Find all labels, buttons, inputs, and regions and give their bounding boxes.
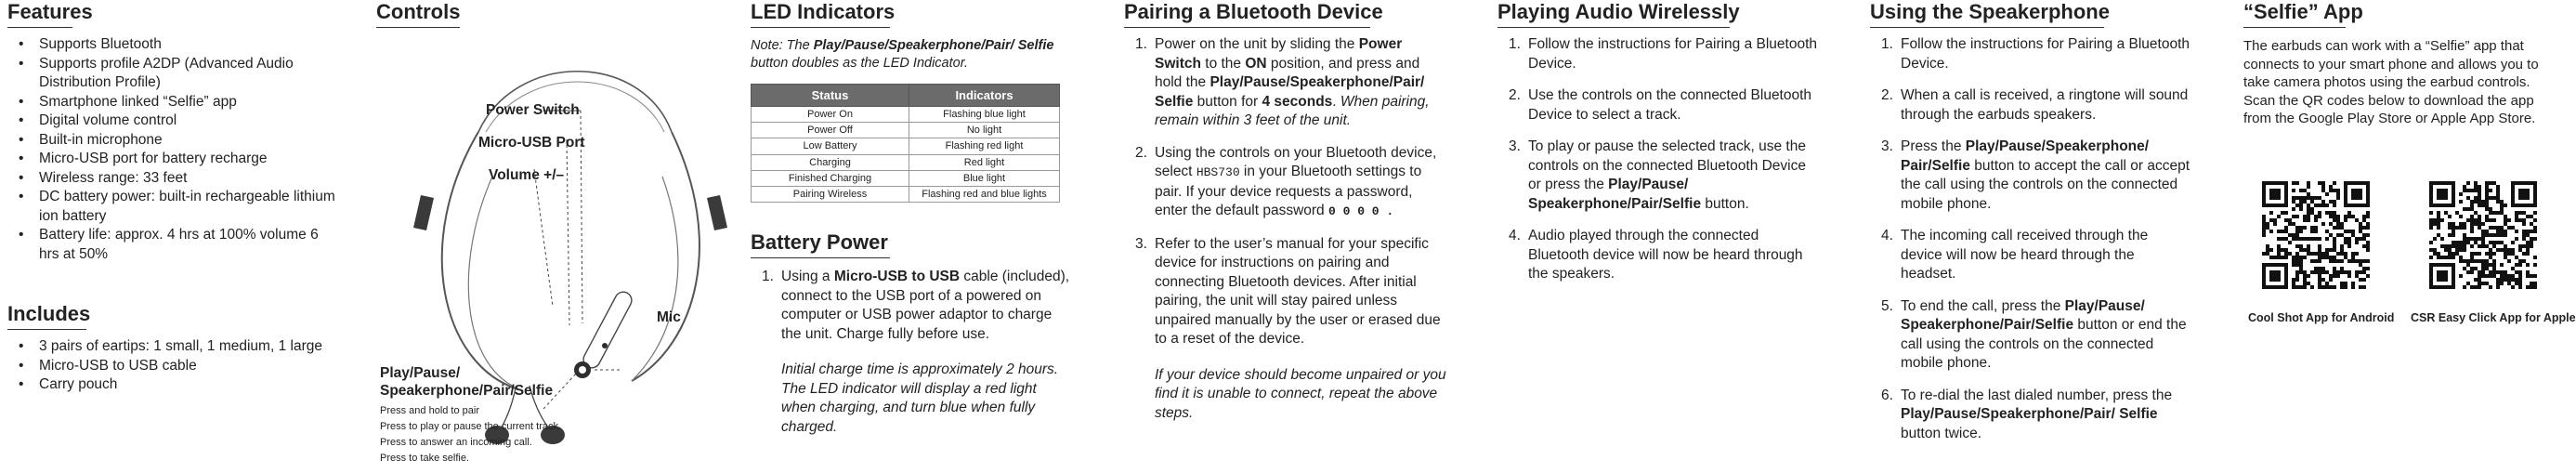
features-heading: Features (7, 0, 72, 28)
battery-heading: Battery Power (751, 230, 890, 258)
indicator-cell: Flashing blue light (909, 107, 1060, 123)
selfie-description: The earbuds can work with a “Selfie” app that connects to your smart phone and allows you to take camera photos using the earbud controls. Scan the QR codes below to download the app from the Google Play Store or Apple App Store. (2243, 38, 2539, 126)
speaker-step (1870, 387, 2190, 444)
step-number: 2. (1135, 144, 1147, 161)
step-text: cable (included), connect to the USB port of a powered on computer or USB power adaptor to charge the unit. Charge fully before use. (781, 269, 1070, 342)
step-text: When a call is received, a ringtone will sound through the earbuds speakers. (1901, 87, 2189, 123)
status-cell: Charging (752, 154, 909, 170)
led-note-button: Play/Pause/Speakerphone/Pair/ Selfie (813, 38, 1054, 53)
control-instruction: Press to take selfie. (380, 453, 469, 464)
play-button-label-1: Play/Pause/ (380, 365, 461, 381)
step-text: button twice. (1901, 425, 1982, 441)
speaker-steps (1870, 35, 2190, 443)
step-text: Using a (781, 269, 834, 285)
list-item: • Built-in microphone (7, 131, 342, 151)
pairing-steps (1124, 35, 1449, 423)
step-text: Press the (1901, 138, 1966, 154)
apple-qr-caption: CSR Easy Click App for Apple (2411, 311, 2576, 324)
step-number: 1. (1881, 36, 1893, 52)
led-note-prefix: Note: The (751, 38, 814, 53)
qr-pattern (2429, 181, 2537, 289)
android-qr-caption: Cool Shot App for Android (2248, 311, 2395, 324)
status-cell: Power On (752, 107, 909, 123)
step-bold: ON (1245, 55, 1267, 72)
step-text: in your Bluetooth settings to pair. If your device requests a password, enter the default password (1155, 164, 1422, 218)
step-text: . (1332, 93, 1340, 110)
step-number: 2. (1881, 87, 1893, 103)
led-section (751, 0, 1071, 450)
step-text: Follow the instructions for Pairing a Bluetooth Device. (1901, 36, 2190, 72)
step-bold: Play/Pause/Speakerphone/ Pair/Selfie (1901, 138, 2150, 174)
play-button-label-2: Speakerphone/Pair/Selfie (380, 383, 554, 399)
step-text: Using the controls on your Bluetooth device, select (1155, 144, 1437, 179)
mic-label: Mic (657, 309, 681, 325)
list-item: • Supports profile A2DP (Advanced Audio Distribution Profile) (7, 55, 342, 93)
step-text: button to accept the call or accept the call using the controls on the connected mobile phone. (1901, 157, 2190, 212)
volume-label: Volume +/– (489, 167, 565, 183)
list-item: • Smartphone linked “Selfie” app (7, 93, 342, 112)
playing-steps (1497, 35, 1818, 284)
pairing-heading: Pairing a Bluetooth Device (1124, 0, 1370, 28)
status-cell: Power Off (752, 123, 909, 138)
step-number: 4. (1509, 228, 1521, 243)
playing-step (1497, 35, 1818, 73)
pairing-step (1124, 35, 1449, 131)
playing-step (1497, 86, 1818, 125)
speaker-section (1870, 0, 2190, 456)
status-cell: Low Battery (752, 138, 909, 154)
indicator-cell: Flashing red light (909, 138, 1060, 154)
model-name: HBS730 (1196, 165, 1240, 179)
table-row (752, 186, 1060, 202)
step-text: button. (1701, 195, 1749, 212)
default-password: 0 0 0 0 . (1327, 204, 1394, 218)
table-row (752, 138, 1060, 154)
step-text: The incoming call received through the device will now be heard through the headset. (1901, 228, 2149, 282)
table-row (752, 107, 1060, 123)
includes-section (7, 302, 342, 395)
pairing-step (1124, 144, 1449, 222)
led-header-status: Status (752, 85, 909, 107)
indicator-cell: No light (909, 123, 1060, 138)
status-cell: Pairing Wireless (752, 186, 909, 202)
step-number: 5. (1881, 297, 1893, 314)
step-text: To end the call, press the (1901, 297, 2065, 314)
speaker-step (1870, 86, 2190, 125)
speaker-step (1870, 297, 2190, 374)
playing-step (1497, 227, 1818, 284)
playing-step (1497, 138, 1818, 214)
apple-qr-code[interactable] (2429, 181, 2537, 289)
speaker-heading: Using the Speakerphone (1870, 0, 2104, 28)
step-bold: Play/Pause/ Speakerphone/Pair/Selfie (1528, 177, 1702, 212)
table-row (752, 170, 1060, 186)
controls-heading: Controls (376, 0, 460, 28)
step-text: Audio played through the connected Bluetooth device will now be heard through the speakers. (1528, 228, 1803, 282)
step-text: position, and press and hold the (1155, 55, 1420, 90)
battery-steps (751, 268, 1071, 437)
qr-pattern (2262, 181, 2370, 289)
includes-list (7, 337, 342, 395)
step-number: 3. (1509, 138, 1521, 154)
led-table (751, 84, 1060, 203)
step-bold: Power Switch (1155, 36, 1403, 72)
pairing-note: If your device should become unpaired or you find it is unable to connect, repeat the above steps. (1155, 366, 1446, 421)
includes-heading: Includes (7, 302, 86, 330)
list-item: • DC battery power: built-in rechargeable lithium ion battery (7, 188, 342, 226)
selfie-section (2243, 0, 2576, 473)
speaker-step (1870, 138, 2190, 214)
step-text: Refer to the user’s manual for your specific device for instructions on pairing and connecting Bluetooth devices. After initial pairing, the unit will stay paired unless unpaired manually by the user or erased due to a reset of the device. (1155, 235, 1441, 347)
step-text: Follow the instructions for Pairing a Bluetooth Device. (1528, 36, 1818, 72)
step-bold: Play/Pause/Speakerphone/Pair/ Selfie (1901, 406, 2158, 422)
controls-section (376, 0, 729, 473)
step-bold: Micro-USB to USB (833, 269, 961, 285)
step-text: Use the controls on the connected Bluetooth Device to select a track. (1528, 87, 1812, 123)
micro-usb-port-label: Micro-USB Port (478, 135, 585, 151)
led-header-indicators: Indicators (909, 85, 1060, 107)
playing-heading: Playing Audio Wirelessly (1497, 0, 1730, 28)
speaker-step (1870, 227, 2190, 284)
control-instruction: Press to answer an incoming call. (380, 437, 532, 448)
step-bold: Play/Pause/ Speakerphone/Pair/Selfie (1901, 297, 2145, 333)
power-switch-label: Power Switch (486, 102, 580, 118)
indicator-cell: Flashing red and blue lights (909, 186, 1060, 202)
step-text: To re-dial the last dialed number, press the (1901, 387, 2173, 403)
battery-note: Initial charge time is approximately 2 hours. The LED indicator will display a red light when charging, and turn blue when fully charged. (781, 361, 1059, 435)
status-cell: Finished Charging (752, 170, 909, 186)
list-item: • Wireless range: 33 feet (7, 169, 342, 189)
step-bold: Play/Pause/Speakerphone/Pair/ Selfie (1155, 74, 1425, 110)
control-instruction: Press to play or pause the current track. (380, 421, 562, 432)
selfie-heading: “Selfie” App (2243, 0, 2346, 28)
list-item: • Micro-USB to USB cable (7, 357, 342, 376)
step-number: 1. (1509, 36, 1521, 52)
features-section (7, 0, 342, 264)
features-list (7, 35, 342, 264)
step-number: 4. (1881, 228, 1893, 243)
table-row (752, 123, 1060, 138)
step-italic: When pairing, remain within 3 feet of the unit. (1155, 93, 1430, 128)
step-number: 6. (1881, 387, 1893, 403)
step-text: button or end the call using the controls on the connected mobile phone. (1901, 317, 2187, 371)
step-bold: 4 seconds (1262, 93, 1333, 110)
step-text: Power on the unit by sliding the (1155, 36, 1359, 52)
list-item: • Digital volume control (7, 112, 342, 131)
step-number: 3. (1135, 235, 1147, 252)
list-item: • Supports Bluetooth (7, 35, 342, 55)
pairing-section (1124, 0, 1449, 436)
led-note (751, 37, 1071, 72)
android-qr-code[interactable] (2262, 181, 2370, 289)
control-instruction: Press and hold to pair (380, 405, 480, 416)
list-item: • Micro-USB port for battery recharge (7, 150, 342, 169)
step-text: button for (1193, 93, 1262, 110)
list-item: • Carry pouch (7, 375, 342, 395)
playing-section (1497, 0, 1818, 297)
speaker-step (1870, 35, 2190, 73)
indicator-cell: Red light (909, 154, 1060, 170)
step-number: 1. (762, 269, 774, 285)
step-number: 1. (1135, 36, 1147, 52)
list-item: • 3 pairs of eartips: 1 small, 1 medium, 1 large (7, 337, 342, 357)
step-text: to the (1200, 55, 1246, 72)
step-text: To play or pause the selected track, use the controls on the connected Bluetooth Device or press the (1528, 138, 1806, 192)
list-item: • Battery life: approx. 4 hrs at 100% volume 6 hrs at 50% (7, 226, 342, 264)
step-number: 3. (1881, 138, 1893, 154)
indicator-cell: Blue light (909, 170, 1060, 186)
battery-step (751, 268, 1071, 437)
table-row (752, 154, 1060, 170)
pairing-step (1124, 235, 1449, 424)
step-number: 2. (1509, 87, 1521, 103)
led-note-suffix: button doubles as the LED Indicator. (751, 56, 969, 71)
led-heading: LED Indicators (751, 0, 890, 28)
